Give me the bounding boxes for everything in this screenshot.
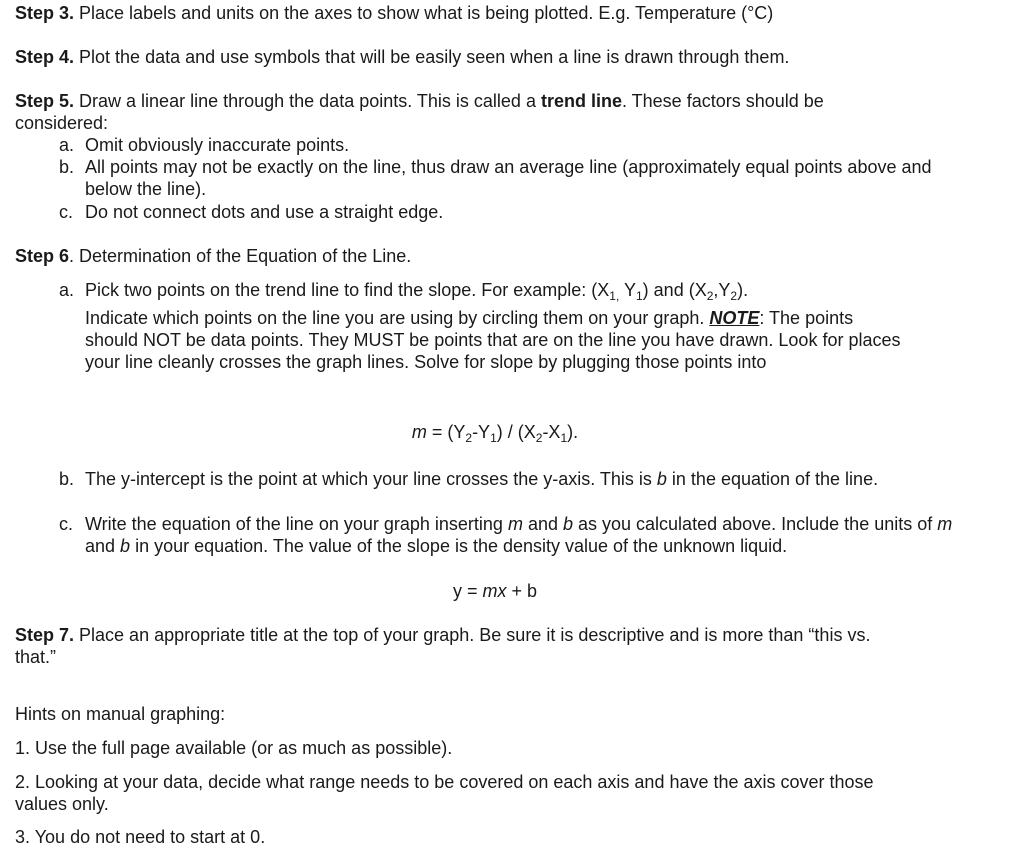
step-5-text-before: Draw a linear line through the data points. This is called a [74,91,541,111]
step-4-text: Plot the data and use symbols that will be easily seen when a line is drawn through them. [74,47,790,67]
list-item-text: Do not connect dots and use a straight edge. [85,202,444,222]
list-item [15,201,965,223]
step-6-text: . Determination of the Equation of the Line. [69,246,412,266]
step-4-label: Step 4. [15,47,75,67]
hint-item: 3. You do not need to start at 0. [15,827,266,847]
list-item [15,134,965,156]
hints-title: Hints on manual graphing: [15,704,226,724]
step-6a-continuation: Indicate which points on the line you are using by circling them on your graph. NOTE: The points should NOT be data points. They MUST be points that are on the line you have drawn. Look for places your line cleanly crosses the graph lines. Solve for slope by plugging those points into [85,308,901,372]
step-5-label: Step 5. [15,91,75,111]
list-marker: a. [59,280,75,300]
step-6-label: Step 6 [15,246,70,266]
step-6a-item [15,279,905,373]
hint-item: 1. Use the full page available (or as much as possible). [15,738,453,758]
slope-equation: $m = (Y_2-Y_1) / (X_2-X_1)$. [411,422,579,445]
step-4-paragraph [15,46,789,68]
line-equation: y = mx + b [452,581,538,601]
hint-item: 2. Looking at your data, decide what range needs to be covered on each axis and have the axis cover those values only. [15,772,874,814]
step-7-paragraph [15,624,895,668]
list-marker: c. [59,202,74,222]
step-6-paragraph [15,245,411,267]
list-marker: b. [59,469,75,489]
step-6c-item: c. Write the equation of the line on your graph inserting m and b as you calculated above. Include the units of m and b in your equation. The value of the slope is the density value of the unknown liquid. [59,514,953,556]
step-6b-item: b. The y-intercept is the point at which your line crosses the y-axis. This is b in the equation of the line. [59,469,879,489]
step-5-paragraph [15,90,915,134]
list-item-text: Omit obviously inaccurate points. [85,135,350,155]
list-item [15,156,965,200]
step-7-label: Step 7. [15,625,75,645]
step-3-paragraph [15,2,773,24]
step-5-text-after: . These factors should be considered: [15,91,824,133]
trend-line-term: trend line [540,91,622,111]
step-7-text: Place an appropriate title at the top of your graph. Be sure it is descriptive and is more than “this vs. that.” [15,625,871,667]
list-marker: a. [59,135,75,155]
note-label: NOTE [709,308,760,328]
step-3-label: Step 3. [15,3,75,23]
step-6a-text: Pick two points on the trend line to find the slope. For example: ($X_{1,}$ $Y_1$) and $(X_2,Y_2)$. [85,280,749,303]
step-3-text: Place labels and units on the axes to show what is being plotted. E.g. Temperature (°C) [74,3,774,23]
list-marker: c. [59,514,74,534]
list-item-text: All points may not be exactly on the line, thus draw an average line (approximately equal points above and below the line). [85,157,932,199]
list-marker: b. [59,157,75,177]
